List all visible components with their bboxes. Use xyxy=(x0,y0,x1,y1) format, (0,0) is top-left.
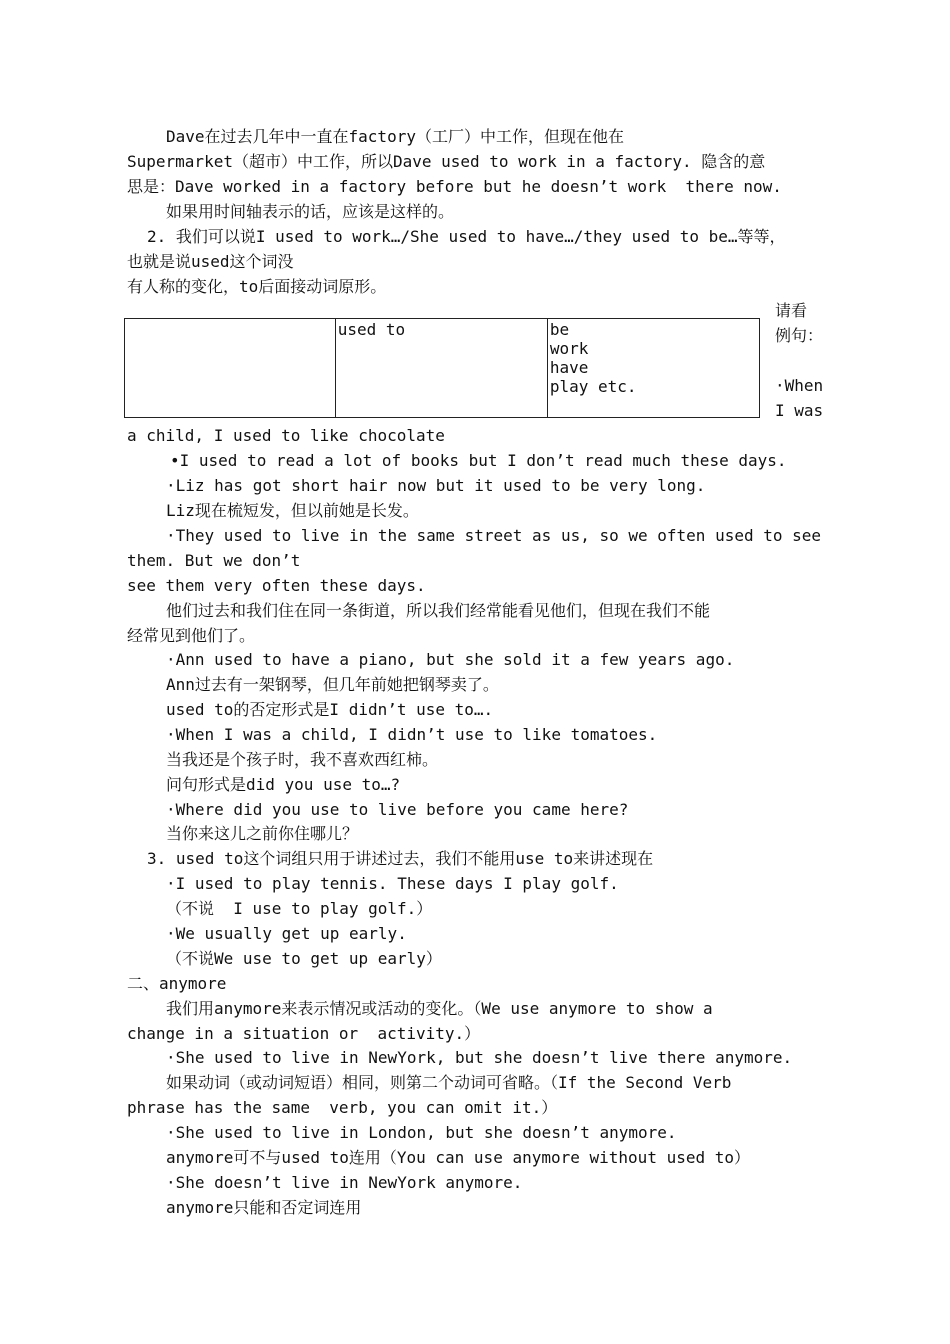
numbered-point-2: 2. 我们可以说I used to work…/She used to have…/they used to be…等等， xyxy=(147,227,786,246)
example-line: ·When I was a child, I didn’t use to like tomatoes. xyxy=(166,725,658,744)
text-line: 我们用anymore来表示情况或活动的变化。（We use anymore to show a xyxy=(166,999,713,1018)
note-line: （不说We use to get up early） xyxy=(166,949,442,968)
example-line: ·She used to live in NewYork, but she doesn’t live there anymore. xyxy=(166,1048,793,1067)
example-line: ·Where did you use to live before you came here? xyxy=(166,800,629,819)
text-line: them. But we don’t xyxy=(127,551,301,570)
example-line: •I used to read a lot of books but I don’t read much these days. xyxy=(170,451,787,470)
text-line: see them very often these days. xyxy=(127,576,426,595)
translation-line: 当我还是个孩子时，我不喜欢西红柿。 xyxy=(166,750,439,769)
example-line: ·Liz has got short hair now but it used to be very long. xyxy=(166,476,706,495)
translation-line: 他们过去和我们住在同一条街道，所以我们经常能看见他们，但现在我们不能 xyxy=(166,601,711,620)
translation-line: 经常见到他们了。 xyxy=(127,626,256,645)
example-line: ·Ann used to have a piano, but she sold it a few years ago. xyxy=(166,650,735,669)
verb-item: work xyxy=(549,339,589,358)
verb-item: be xyxy=(549,320,570,339)
text-line: change in a situation or activity.） xyxy=(127,1024,481,1043)
text-line: 也就是说used这个词没 xyxy=(127,252,294,271)
translation-line: Ann过去有一架钢琴，但几年前她把钢琴卖了。 xyxy=(166,675,499,694)
text-line: 有人称的变化，to后面接动词原形。 xyxy=(127,277,387,296)
text-line: anymore只能和否定词连用 xyxy=(166,1198,362,1217)
usage-table xyxy=(124,318,760,418)
section-heading: 二、anymore xyxy=(127,974,227,993)
text-line: 如果动词（或动词短语）相同，则第二个动词可省略。（If the Second Verb xyxy=(166,1073,732,1092)
verb-item: play etc. xyxy=(549,377,637,396)
text-line: 如果用时间轴表示的话，应该是这样的。 xyxy=(166,202,455,221)
example-line: ·We usually get up early. xyxy=(166,924,407,943)
side-text: ·When xyxy=(775,376,824,395)
example-line: ·They used to live in the same street as us, so we often used to see xyxy=(166,526,822,545)
text-line: used to的否定形式是I didn’t use to…. xyxy=(166,700,494,719)
side-text: 例句： xyxy=(775,326,824,345)
side-text: 请看 xyxy=(775,301,808,320)
example-line: ·I used to play tennis. These days I play golf. xyxy=(166,874,619,893)
side-text: I was xyxy=(775,401,824,420)
translation-line: 当你来这儿之前你住哪儿？ xyxy=(166,824,359,843)
table-cell-verbs xyxy=(547,319,759,418)
table-cell-subject xyxy=(125,319,336,418)
translation-line: Liz现在梳短发，但以前她是长发。 xyxy=(166,501,419,520)
text-line: 思是：Dave worked in a factory before but he doesn’t work there now. xyxy=(127,177,782,196)
text-line: a child, I used to like chocolate xyxy=(127,426,445,445)
text-line: 问句形式是did you use to…? xyxy=(166,775,401,794)
numbered-point-3: 3. used to这个词组只用于讲述过去，我们不能用use to来讲述现在 xyxy=(147,849,654,868)
text-line: Supermarket（超市）中工作，所以Dave used to work in a factory. 隐含的意 xyxy=(127,152,766,171)
note-line: （不说 I use to play golf.） xyxy=(166,899,433,918)
text-line: phrase has the same verb, you can omit it.） xyxy=(127,1098,558,1117)
example-line: ·She doesn’t live in NewYork anymore. xyxy=(166,1173,523,1192)
text-line: Dave在过去几年中一直在factory（工厂）中工作，但现在他在 xyxy=(166,127,624,146)
example-line: ·She used to live in London, but she doesn’t anymore. xyxy=(166,1123,677,1142)
text-line: anymore可不与used to连用（You can use anymore without used to） xyxy=(166,1148,751,1167)
verb-item: have xyxy=(549,358,589,377)
table-cell-used-to: used to xyxy=(335,319,547,418)
